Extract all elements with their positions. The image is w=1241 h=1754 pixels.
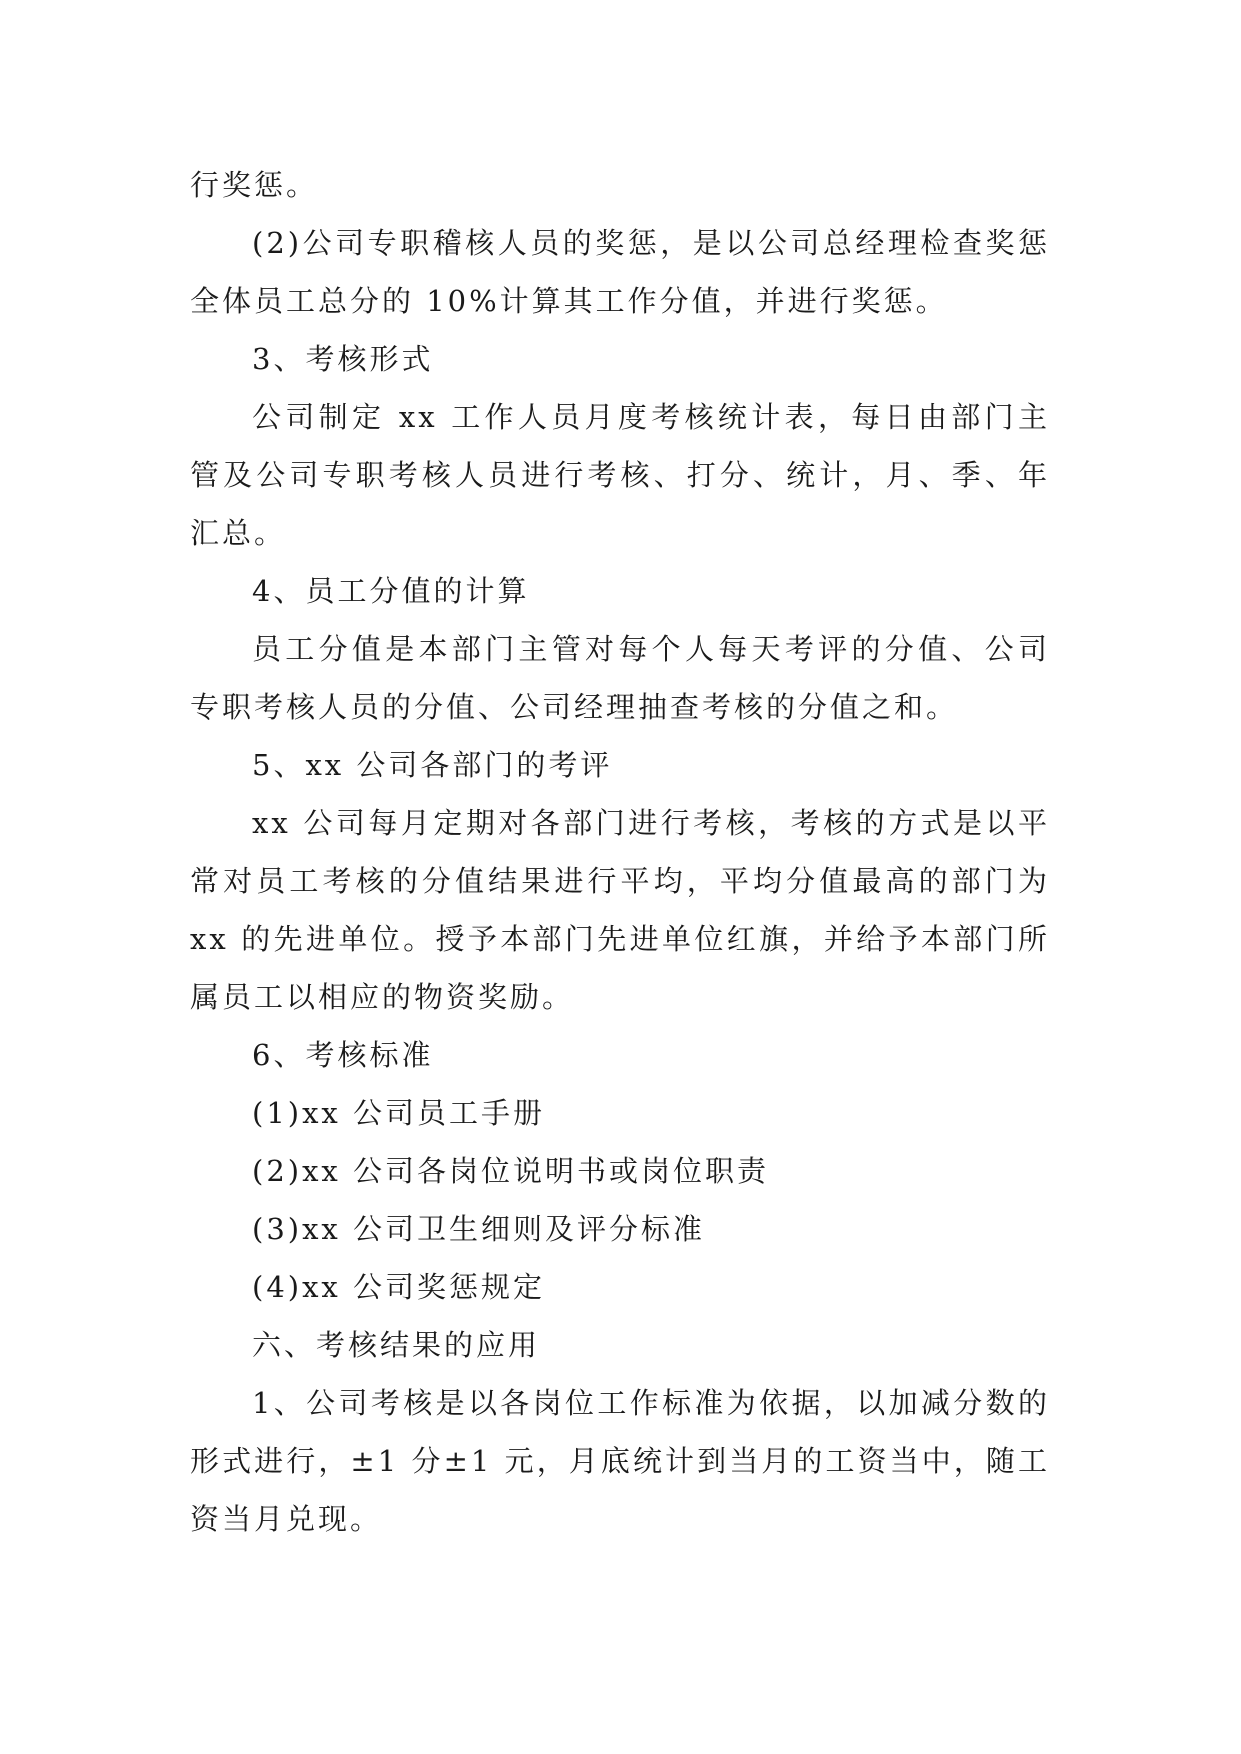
paragraph: xx 公司每月定期对各部门进行考核，考核的方式是以平常对员工考核的分值结果进行平均，平均分值最高的部门为 xx 的先进单位。授予本部门先进单位红旗，并给予本部门所属员工以相应的物资奖励。 bbox=[190, 806, 1050, 1014]
list-item: (3)xx 公司卫生细则及评分标准 bbox=[252, 1212, 706, 1246]
paragraph: 员工分值是本部门主管对每个人每天考评的分值、公司专职考核人员的分值、公司经理抽查考核的分值之和。 bbox=[190, 632, 1050, 724]
list-item: (4)xx 公司奖惩规定 bbox=[252, 1270, 546, 1304]
list-item: (2)xx 公司各岗位说明书或岗位职责 bbox=[252, 1154, 770, 1188]
paragraph: 公司制定 xx 工作人员月度考核统计表，每日由部门主管及公司专职考核人员进行考核、打分、统计，月、季、年汇总。 bbox=[190, 400, 1050, 550]
section-heading: 5、xx 公司各部门的考评 bbox=[252, 748, 613, 782]
section-heading: 6、考核标准 bbox=[252, 1038, 434, 1072]
section-heading: 4、员工分值的计算 bbox=[252, 574, 530, 608]
paragraph: 行奖惩。 bbox=[190, 168, 319, 202]
section-heading: 3、考核形式 bbox=[252, 342, 434, 376]
document-body bbox=[190, 156, 1050, 1548]
section-heading: 六、考核结果的应用 bbox=[252, 1328, 541, 1362]
paragraph: 1、公司考核是以各岗位工作标准为依据，以加减分数的形式进行，±1 分±1 元，月底统计到当月的工资当中，随工资当月兑现。 bbox=[190, 1386, 1050, 1536]
list-item: (1)xx 公司员工手册 bbox=[252, 1096, 546, 1130]
paragraph: (2)公司专职稽核人员的奖惩，是以公司总经理检查奖惩全体员工总分的 10%计算其工作分值，并进行奖惩。 bbox=[190, 226, 1050, 318]
